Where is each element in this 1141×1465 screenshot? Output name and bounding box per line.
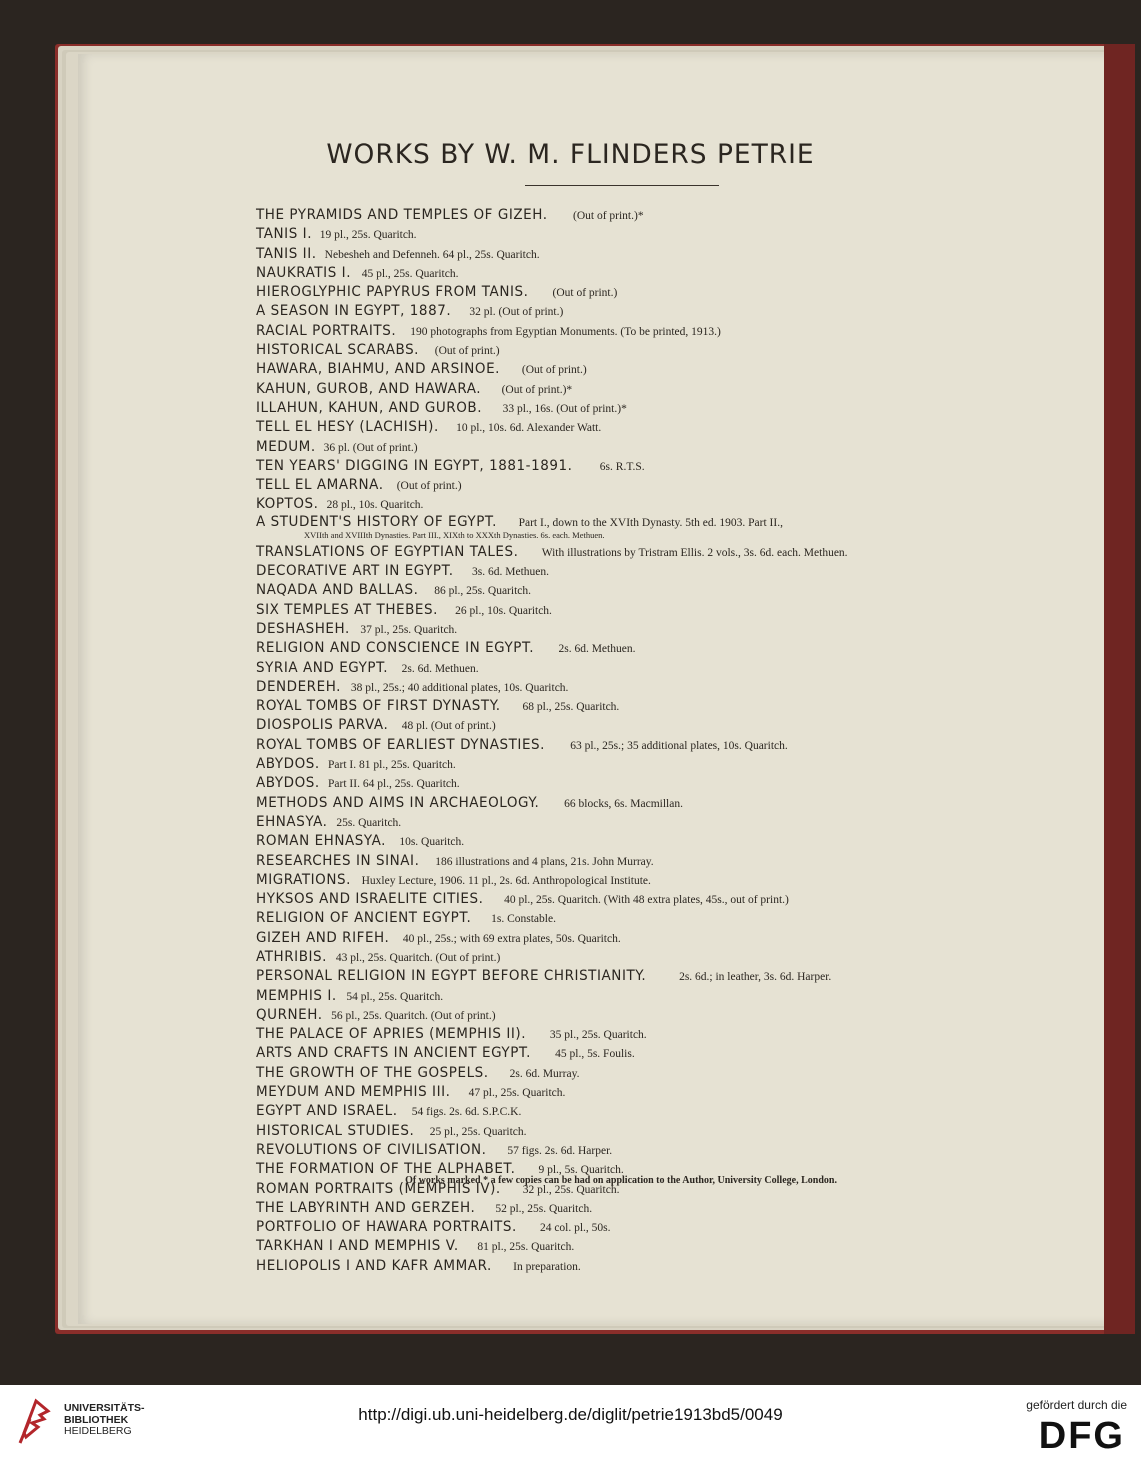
work-entry [256,620,996,639]
work-details: 9 pl., 5s. Quaritch. [526,1164,624,1177]
work-entry [256,581,996,600]
work-title: PERSONAL RELIGION IN EGYPT BEFORE CHRISTIANITY. [256,968,647,985]
work-entry [256,360,996,379]
work-title: TEN YEARS' DIGGING IN EGYPT, 1881-1891. [256,457,573,474]
work-title: HELIOPOLIS I AND KAFR AMMAR. [256,1257,492,1274]
work-entry [256,418,996,437]
work-title: ROYAL TOMBS OF EARLIEST DYNASTIES. [256,736,545,753]
work-details: 56 pl., 25s. Quaritch. (Out of print.) [319,1009,496,1022]
work-title: TANIS I. [256,226,313,243]
work-details: 40 pl., 25s. Quaritch. (With 48 extra plates, 45s., out of print.) [492,894,789,907]
work-title: QURNEH. [256,1006,323,1023]
work-details: 28 pl., 10s. Quaritch. [315,499,424,512]
work-title: DESHASHEH. [256,620,350,637]
work-title: HAWARA, BIAHMU, AND ARSINOE. [256,361,500,378]
work-entry [256,929,996,948]
work-details: 81 pl., 25s. Quaritch. [465,1241,575,1254]
work-title: HISTORICAL STUDIES. [256,1122,415,1139]
work-title: KAHUN, GUROB, AND HAWARA. [256,380,482,397]
work-title: HISTORICAL SCARABS. [256,342,420,359]
work-title: MEMPHIS I. [256,987,337,1004]
work-details: Huxley Lecture, 1906. 11 pl., 2s. 6d. Anthropological Institute. [350,874,651,887]
work-title: TARKHAN I AND MEMPHIS V. [256,1238,459,1255]
work-entry [256,948,996,967]
work-title: ABYDOS. [256,756,320,773]
work-details: 52 pl., 25s. Quaritch. [483,1202,593,1215]
work-entry [256,890,996,909]
heading-rule [525,185,719,186]
work-details: 2s. 6d.; in leather, 3s. 6d. Harper. [667,971,832,984]
work-entry [256,1044,996,1063]
work-details: (Out of print.) [423,345,500,358]
work-details: 10s. Quaritch. [387,836,465,849]
work-entry [256,283,996,302]
work-details: 38 pl., 25s.; 40 additional plates, 10s. Quaritch. [339,681,569,694]
work-entry [256,476,996,495]
work-title: THE PALACE OF APRIES (MEMPHIS II). [256,1026,527,1043]
work-title: THE FORMATION OF THE ALPHABET. [256,1161,516,1178]
work-details: (Out of print.) [385,480,462,493]
work-title: ROMAN EHNASYA. [256,833,387,850]
work-details: 2s. 6d. Methuen. [390,662,479,675]
work-entry [256,967,996,986]
work-entry [256,909,996,928]
work-title: RACIAL PORTRAITS. [256,322,397,339]
work-title: EHNASYA. [256,813,328,830]
work-details: 186 illustrations and 4 plans, 21s. John Murray. [423,855,654,868]
book-binding-edge [1104,44,1135,1334]
library-name-line: HEIDELBERG [64,1425,132,1437]
work-entry [256,1025,996,1044]
work-entry [256,678,996,697]
work-details: Part I., down to the XVIth Dynasty. 5th ed. 1903. Part II., [507,516,783,529]
work-details: 86 pl., 25s. Quaritch. [422,585,531,598]
work-details: 25 pl., 25s. Quaritch. [418,1125,527,1138]
library-name-line: UNIVERSITÄTS- [64,1402,145,1414]
work-entry [256,515,996,543]
work-title: THE LABYRINTH AND GERZEH. [256,1199,476,1216]
work-details: Nebesheh and Defenneh. 64 pl., 25s. Quaritch. [313,248,540,261]
work-details: 57 figs. 2s. 6d. Harper. [495,1144,613,1157]
work-entry [256,1257,996,1276]
work-details: 48 pl. (Out of print.) [390,720,496,733]
work-title: ATHRIBIS. [256,948,327,965]
work-title: RELIGION OF ANCIENT EGYPT. [256,910,472,927]
work-details: 32 pl., 25s. Quaritch. [511,1183,620,1196]
work-entry [256,1064,996,1083]
works-list [256,206,996,1276]
work-details: 190 photographs from Egyptian Monuments. (To be printed, 1913.) [398,325,721,338]
work-details: Part II. 64 pl., 25s. Quaritch. [316,778,460,791]
work-title: HIEROGLYPHIC PAPYRUS FROM TANIS. [256,284,529,301]
work-details-continuation: XVIIth and XVIIIth Dynasties. Part III., XIXth to XXXth Dynasties. 6s. each. Methuen. [304,529,605,540]
work-entry [256,813,996,832]
work-title: TRANSLATIONS OF EGYPTIAN TALES. [256,543,519,560]
dfg-logo[interactable]: DFG [1038,1415,1125,1457]
work-title: TELL EL HESY (LACHISH). [256,419,439,436]
work-title: TELL EL AMARNA. [256,477,384,494]
work-entry [256,264,996,283]
work-entry [256,341,996,360]
work-entry [256,755,996,774]
funding-label: gefördert durch die [1026,1398,1127,1412]
work-title: ILLAHUN, KAHUN, AND GUROB. [256,399,483,416]
work-details: 1s. Constable. [479,913,556,926]
work-entry [256,380,996,399]
work-entry [256,322,996,341]
work-details: With illustrations by Tristram Ellis. 2 vols., 3s. 6d. each. Methuen. [530,546,848,559]
work-details: (Out of print.)* [490,383,573,396]
work-details: 43 pl., 25s. Quaritch. (Out of print.) [324,951,501,964]
work-details: 68 pl., 25s. Quaritch. [511,701,620,714]
work-entry [256,399,996,418]
work-details: 25s. Quaritch. [324,816,402,829]
work-details: (Out of print.) [510,364,587,377]
work-title: ABYDOS. [256,775,320,792]
work-entry [256,495,996,514]
work-title: NAUKRATIS I. [256,264,352,281]
work-title: THE GROWTH OF THE GOSPELS. [256,1064,489,1081]
work-details: 6s. R.T.S. [588,460,645,473]
work-entry [256,601,996,620]
work-details: 63 pl., 25s.; 35 additional plates, 10s. Quaritch. [558,739,788,752]
permalink-url[interactable]: http://digi.ub.uni-heidelberg.de/diglit/petrie1913bd5/0049 [358,1405,783,1424]
work-details: 47 pl., 25s. Quaritch. [457,1087,566,1100]
work-entry [256,736,996,755]
work-details: 54 pl., 25s. Quaritch. [334,990,444,1003]
work-title: MEDUM. [256,438,316,455]
work-title: DECORATIVE ART IN EGYPT. [256,563,454,580]
work-details: 2s. 6d. Methuen. [546,643,636,656]
work-details: 19 pl., 25s. Quaritch. [308,229,417,242]
work-title: SIX TEMPLES AT THEBES. [256,601,438,618]
work-entry [256,1237,996,1256]
work-entry [256,832,996,851]
work-details: 37 pl., 25s. Quaritch. [348,623,458,636]
work-details: 45 pl., 25s. Quaritch. [350,267,459,280]
work-title: THE PYRAMIDS AND TEMPLES OF GIZEH. [256,207,548,223]
work-entry [256,562,996,581]
work-title: RELIGION AND CONSCIENCE IN EGYPT. [256,640,535,657]
work-title: ROYAL TOMBS OF FIRST DYNASTY. [256,698,501,715]
work-entry [256,1083,996,1102]
work-details: 3s. 6d. Methuen. [460,566,550,579]
work-details: 54 figs. 2s. 6d. S.P.C.K. [400,1106,522,1119]
work-title: A STUDENT'S HISTORY OF EGYPT. [256,513,497,530]
work-entry [256,245,996,264]
work-entry [256,1218,996,1237]
work-details: 2s. 6d. Murray. [498,1067,580,1080]
work-details: 35 pl., 25s. Quaritch. [538,1029,647,1042]
work-entry [256,543,996,562]
work-entry [256,1141,996,1160]
work-entry [256,794,996,813]
work-title: HYKSOS AND ISRAELITE CITIES. [256,891,484,908]
work-details: 45 pl., 5s. Foulis. [543,1048,635,1061]
work-details: 10 pl., 10s. 6d. Alexander Watt. [444,422,602,435]
work-details: 36 pl. (Out of print.) [312,441,418,454]
work-title: KOPTOS. [256,496,319,513]
work-details: 40 pl., 25s.; with 69 extra plates, 50s. Quaritch. [391,932,621,945]
work-entry [256,852,996,871]
work-entry [256,1102,996,1121]
work-title: DENDEREH. [256,678,342,695]
work-title: PORTFOLIO OF HAWARA PORTRAITS. [256,1219,517,1236]
work-entry [256,457,996,476]
work-entry [256,1122,996,1141]
work-title: REVOLUTIONS OF CIVILISATION. [256,1141,487,1158]
work-entry [256,438,996,457]
work-title: METHODS AND AIMS IN ARCHAEOLOGY. [256,794,540,811]
work-details: (Out of print.) [541,287,618,300]
work-title: EGYPT AND ISRAEL. [256,1103,398,1120]
footnote: Of works marked * a few copies can be had on application to the Author, University College, London. [405,1175,837,1186]
work-title: A SEASON IN EGYPT, 1887. [256,303,452,320]
work-entry [256,774,996,793]
work-details: 33 pl., 16s. (Out of print.)* [491,402,627,415]
work-details: Part I. 81 pl., 25s. Quaritch. [316,759,456,772]
work-details: 32 pl. (Out of print.) [457,306,564,319]
work-title: GIZEH AND RIFEH. [256,929,390,946]
work-title: ROMAN PORTRAITS (MEMPHIS IV). [256,1180,501,1197]
work-entry [256,659,996,678]
work-details: In preparation. [501,1260,581,1273]
work-entry [256,716,996,735]
work-title: MIGRATIONS. [256,871,351,888]
work-entry [256,206,996,225]
work-entry [256,302,996,321]
work-details: 26 pl., 10s. Quaritch. [443,604,552,617]
work-details: 24 col. pl., 50s. [528,1222,611,1235]
work-title: DIOSPOLIS PARVA. [256,717,389,734]
work-title: TANIS II. [256,245,317,262]
work-entry [256,1006,996,1025]
work-entry [256,639,996,658]
page-heading: WORKS BY W. M. FLINDERS PETRIE [326,139,815,170]
work-entry [256,987,996,1006]
work-details: (Out of print.)* [561,210,644,222]
work-entry [256,225,996,244]
work-title: SYRIA AND EGYPT. [256,659,389,676]
work-entry [256,1199,996,1218]
work-entry [256,697,996,716]
library-name-line: BIBLIOTHEK [64,1413,129,1426]
work-details: 66 blocks, 6s. Macmillan. [552,797,683,810]
work-entry [256,871,996,890]
work-title: ARTS AND CRAFTS IN ANCIENT EGYPT. [256,1045,531,1062]
work-title: RESEARCHES IN SINAI. [256,852,420,869]
viewer-footer [0,1385,1141,1465]
work-title: NAQADA AND BALLAS. [256,582,419,599]
work-title: MEYDUM AND MEMPHIS III. [256,1084,451,1101]
